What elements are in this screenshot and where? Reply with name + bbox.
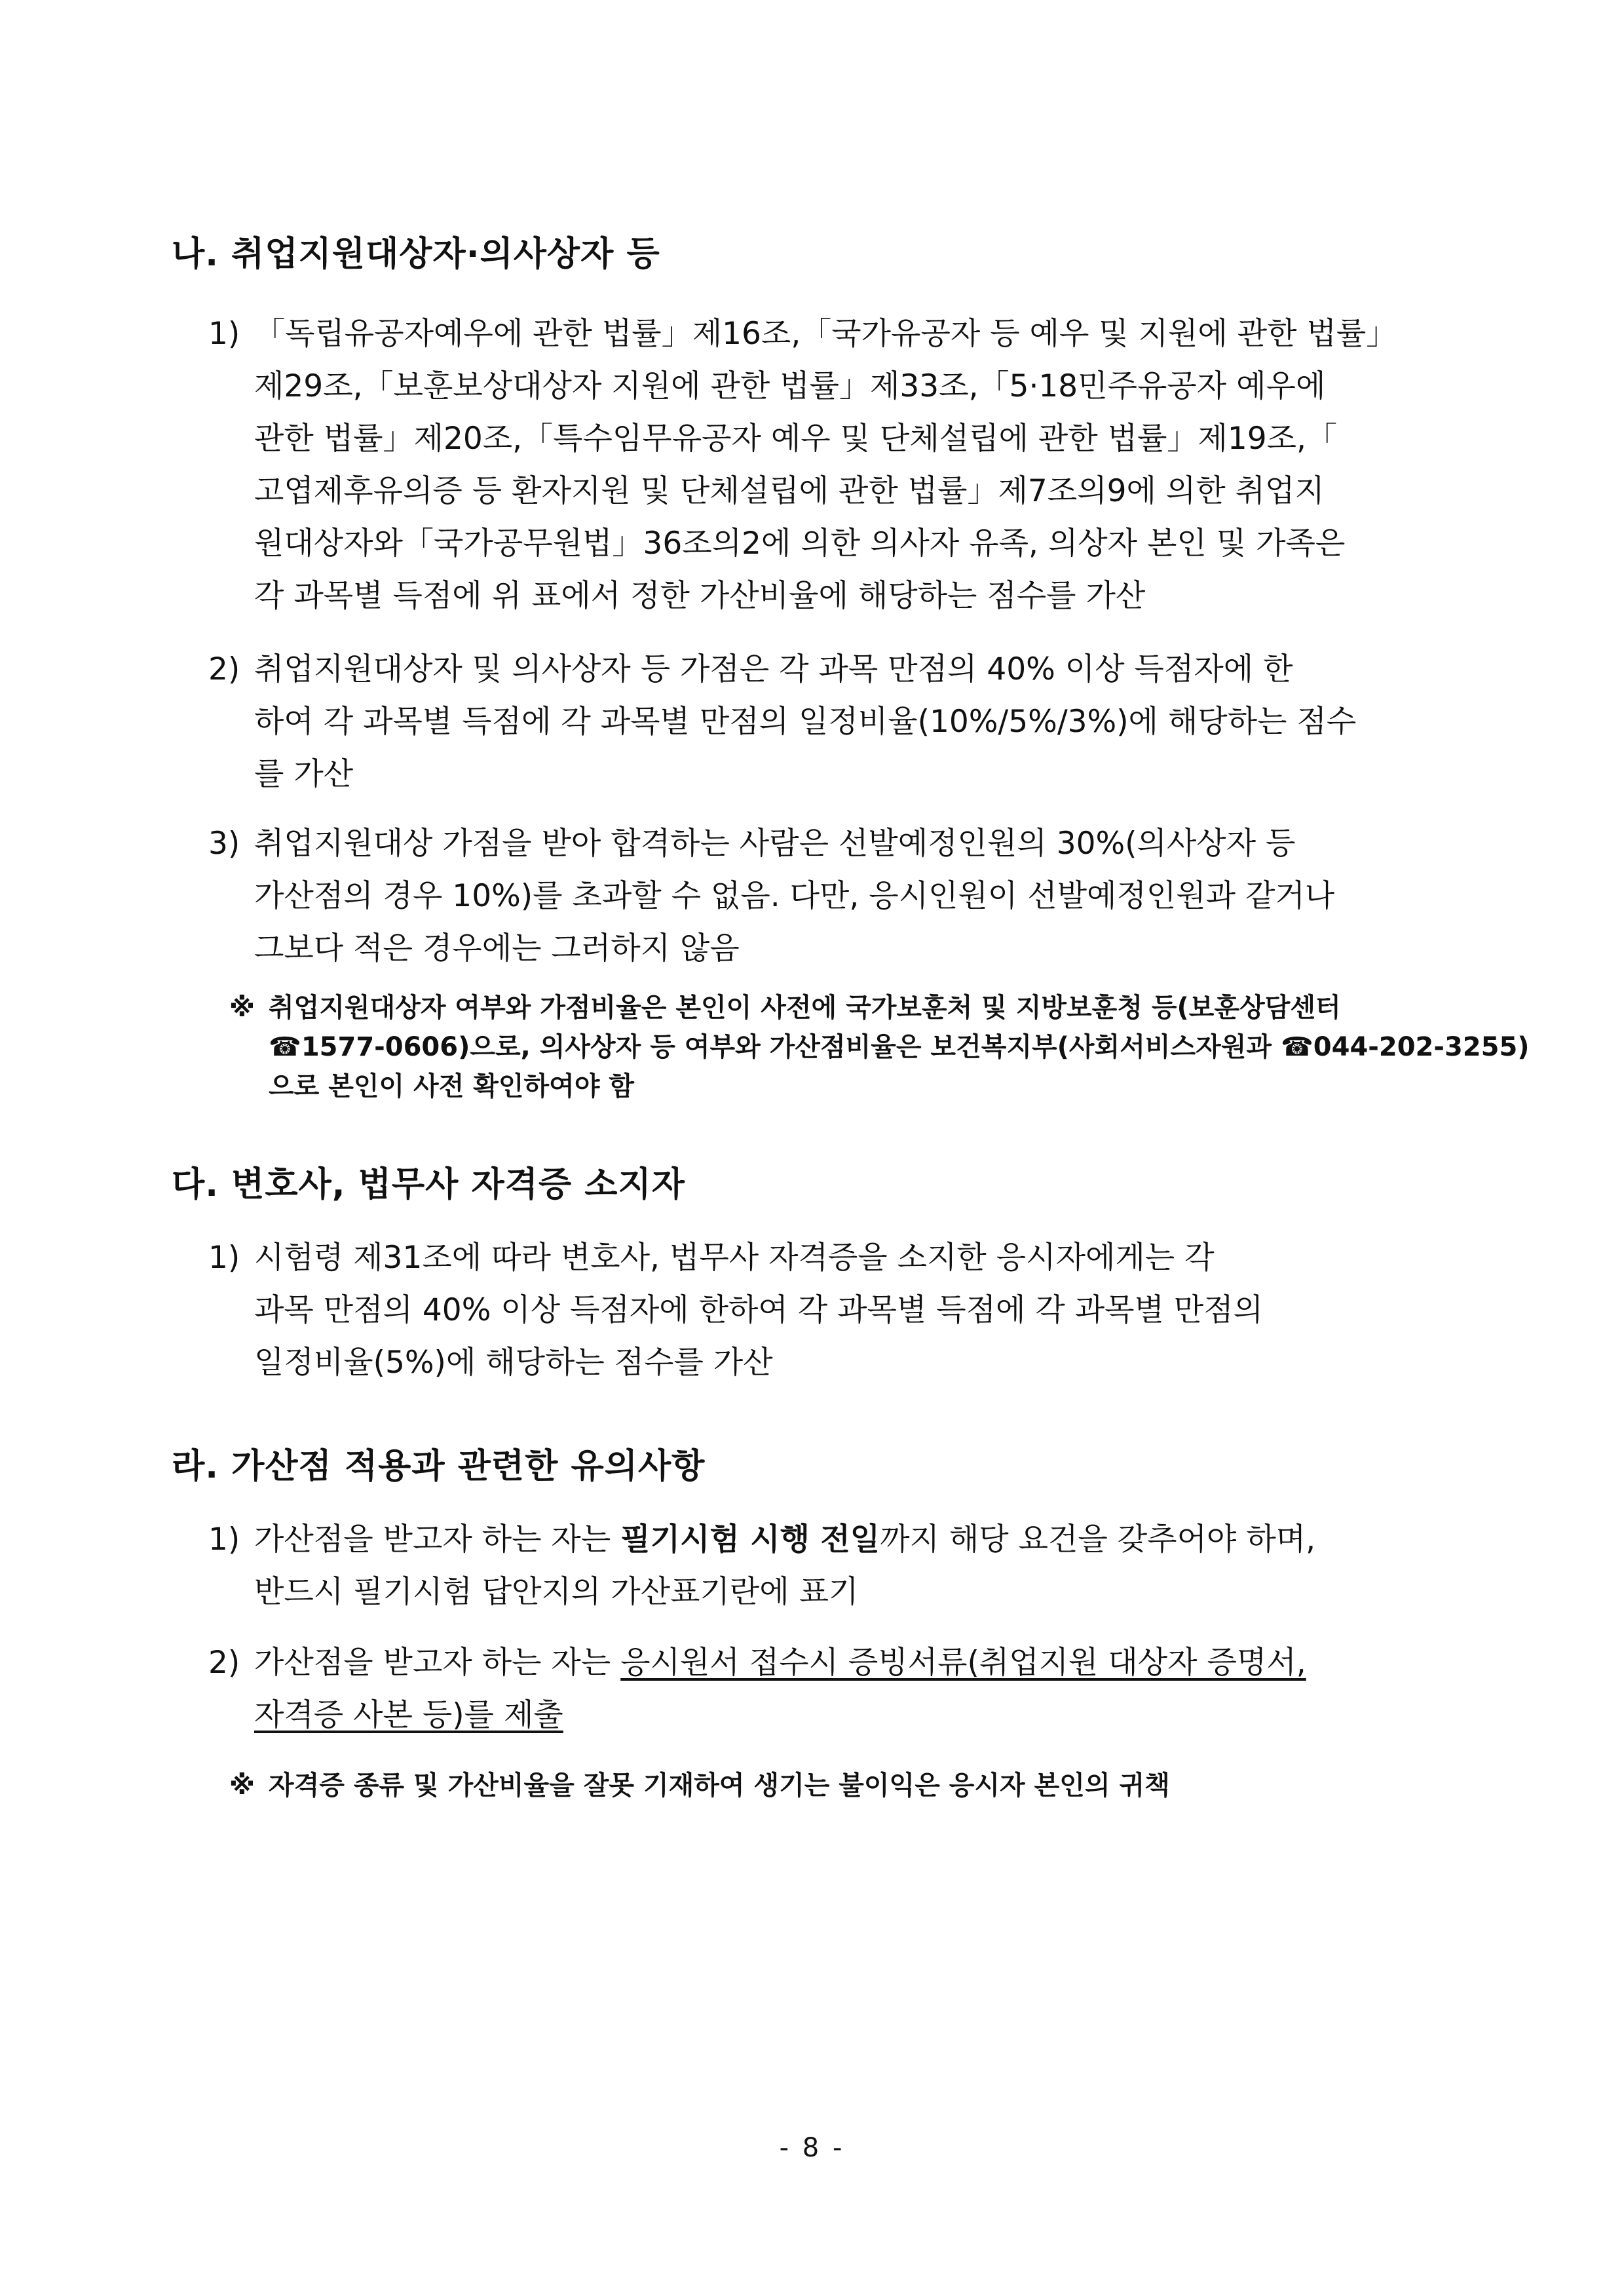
underlined-text: 자격증 사본 등)를 제출 <box>254 1697 563 1733</box>
item-text: 그보다 적은 경우에는 그러하지 않음 <box>254 930 740 966</box>
note-mark: ※ <box>229 1770 255 1801</box>
item-text: 일정비율(5%)에 해당하는 점수를 가산 <box>254 1345 773 1381</box>
note-text: 취업지원대상자 여부와 가점비율은 본인이 사전에 국가보훈처 및 지방보훈청 등(보훈상담센터 <box>269 993 1341 1023</box>
item-text: 취업지원대상자 및 의사상자 등 가점은 각 과목 만점의 40% 이상 득점자에 한 <box>254 651 1293 687</box>
item-text: 과목 만점의 40% 이상 득점자에 한하여 각 과목별 득점에 각 과목별 만점의 <box>254 1292 1264 1328</box>
note-text: 자격증 종류 및 가산비율을 잘못 기재하여 생기는 불이익은 응시자 본인의 귀책 <box>269 1770 1170 1801</box>
item-number: 2) <box>208 651 240 687</box>
list-item-na-2 <box>208 643 1356 801</box>
page-number: - 8 - <box>779 2133 845 2163</box>
section-heading-da: 다. 변호사, 법무사 자격증 소지자 <box>172 1165 685 1204</box>
item-text: 관한 법률」제20조,「특수임무유공자 예우 및 단체설립에 관한 법률」제19조,「 <box>254 421 1337 457</box>
item-text: 가산점의 경우 10%)를 초과할 수 없음. 다만, 응시인원이 선발예정인원과 같거나 <box>254 878 1335 914</box>
list-item-na-1 <box>208 308 1397 622</box>
item-text: 고엽제후유의증 등 환자지원 및 단체설립에 관한 법률」제7조의9에 의한 취업지 <box>254 473 1325 509</box>
item-text: 취업지원대상 가점을 받아 합격하는 사람은 선발예정인원의 30%(의사상자 등 <box>254 826 1296 862</box>
item-number: 3) <box>208 826 240 862</box>
note-ra <box>229 1766 1170 1805</box>
item-text: 가산점을 받고자 하는 자는 <box>254 1645 621 1681</box>
item-text: 가산점을 받고자 하는 자는 <box>254 1521 621 1558</box>
section-heading-ra: 라. 가산점 적용과 관련한 유의사항 <box>172 1447 706 1486</box>
note-mark: ※ <box>229 993 255 1023</box>
underlined-text: 응시원서 접수시 증빙서류(취업지원 대상자 증명서, <box>620 1645 1306 1681</box>
item-number: 1) <box>208 1240 240 1276</box>
item-text: 각 과목별 득점에 위 표에서 정한 가산비율에 해당하는 점수를 가산 <box>254 578 1146 614</box>
emphasized-text: 필기시험 시행 전일 <box>620 1521 880 1558</box>
item-text: 까지 해당 요건을 갖추어야 하며, <box>880 1521 1316 1558</box>
item-number: 1) <box>208 1521 240 1558</box>
list-item-da-1 <box>208 1232 1263 1389</box>
item-text: 「독립유공자예우에 관한 법률」제16조,「국가유공자 등 예우 및 지원에 관한 법률」 <box>254 316 1397 352</box>
note-na <box>229 988 1530 1106</box>
item-text: 를 가산 <box>254 756 354 792</box>
note-text: 으로 본인이 사전 확인하여야 함 <box>269 1071 635 1101</box>
item-text: 반드시 필기시험 답안지의 가산표기란에 표기 <box>254 1574 859 1610</box>
section-heading-na: 나. 취업지원대상자·의사상자 등 <box>172 235 660 274</box>
list-item-ra-1 <box>208 1514 1315 1618</box>
list-item-na-3 <box>208 818 1334 975</box>
list-item-ra-2 <box>208 1637 1306 1742</box>
item-text: 하여 각 과목별 득점에 각 과목별 만점의 일정비율(10%/5%/3%)에 해당하는 점수 <box>254 704 1357 740</box>
note-text: ☎1577-0606)으로, 의사상자 등 여부와 가산점비율은 보건복지부(사회서비스자원과 ☎044-202-3255) <box>269 1032 1530 1062</box>
item-number: 1) <box>208 316 240 352</box>
item-text: 제29조,「보훈보상대상자 지원에 관한 법률」제33조,「5·18민주유공자 예우에 <box>254 368 1326 404</box>
item-number: 2) <box>208 1645 240 1681</box>
item-text: 원대상자와「국가공무원법」36조의2에 의한 의사자 유족, 의상자 본인 및 가족은 <box>254 526 1346 562</box>
item-text: 시험령 제31조에 따라 변호사, 법무사 자격증을 소지한 응시자에게는 각 <box>254 1240 1215 1276</box>
